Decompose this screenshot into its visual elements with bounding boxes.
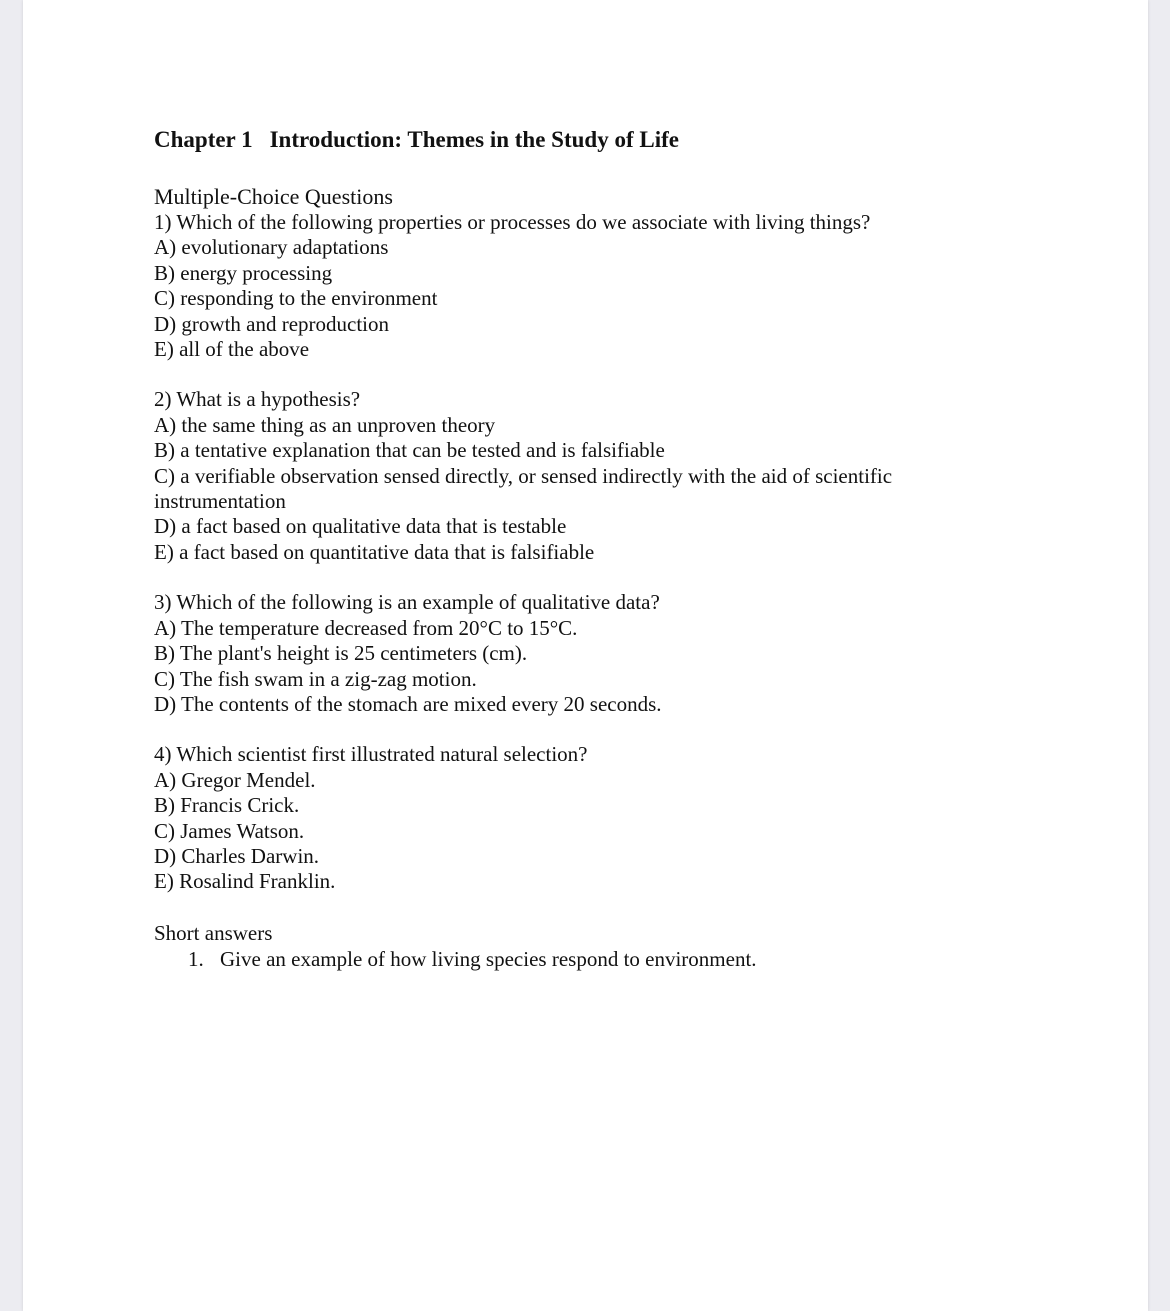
question-1 — [154, 210, 954, 362]
question-prompt: 3) Which of the following is an example of qualitative data? — [154, 590, 660, 615]
answer-option: C) responding to the environment — [154, 286, 438, 311]
question-2 — [154, 387, 954, 565]
short-answers-heading: Short answers — [154, 920, 273, 945]
answer-option: D) Charles Darwin. — [154, 843, 320, 868]
answer-option: A) evolutionary adaptations — [154, 235, 389, 260]
question-3 — [154, 590, 954, 717]
answer-option: A) Gregor Mendel. — [154, 767, 316, 792]
short-answer-number: 1. — [188, 946, 204, 971]
answer-option: D) a fact based on qualitative data that is testable — [154, 514, 567, 539]
answer-option: A) the same thing as an unproven theory — [154, 412, 496, 437]
answer-option: C) James Watson. — [154, 818, 305, 843]
answer-option: E) a fact based on quantitative data that is falsifiable — [154, 539, 595, 564]
answer-option: A) The temperature decreased from 20°C to 15°C. — [154, 615, 578, 640]
question-prompt: 4) Which scientist first illustrated natural selection? — [154, 742, 588, 767]
question-prompt: 2) What is a hypothesis? — [154, 387, 361, 412]
answer-option: E) Rosalind Franklin. — [154, 869, 336, 894]
answer-option: B) a tentative explanation that can be tested and is falsifiable — [154, 438, 665, 463]
question-4 — [154, 742, 954, 894]
answer-option: B) The plant's height is 25 centimeters (cm). — [154, 641, 528, 666]
short-answer-text: Give an example of how living species respond to environment. — [220, 946, 757, 971]
answer-option: D) growth and reproduction — [154, 311, 390, 336]
chapter-heading — [154, 124, 954, 156]
page-content — [154, 124, 954, 972]
answer-option: C) The fish swam in a zig-zag motion. — [154, 666, 477, 691]
question-prompt: 1) Which of the following properties or processes do we associate with living things? — [154, 210, 871, 234]
chapter-title: Introduction: Themes in the Study of Life — [269, 127, 679, 152]
answer-option: E) all of the above — [154, 337, 310, 362]
chapter-number: Chapter 1 — [154, 127, 253, 152]
document-page — [23, 0, 1148, 1311]
answer-option: B) energy processing — [154, 260, 333, 285]
answer-option: B) Francis Crick. — [154, 793, 300, 818]
mcq-heading: Multiple-Choice Questions — [154, 184, 393, 209]
answer-option: D) The contents of the stomach are mixed every 20 seconds. — [154, 691, 662, 716]
short-answer-item — [154, 946, 954, 972]
answer-option: C) a verifiable observation sensed directly, or sensed indirectly with the aid of scientific instrumentation — [154, 463, 893, 514]
